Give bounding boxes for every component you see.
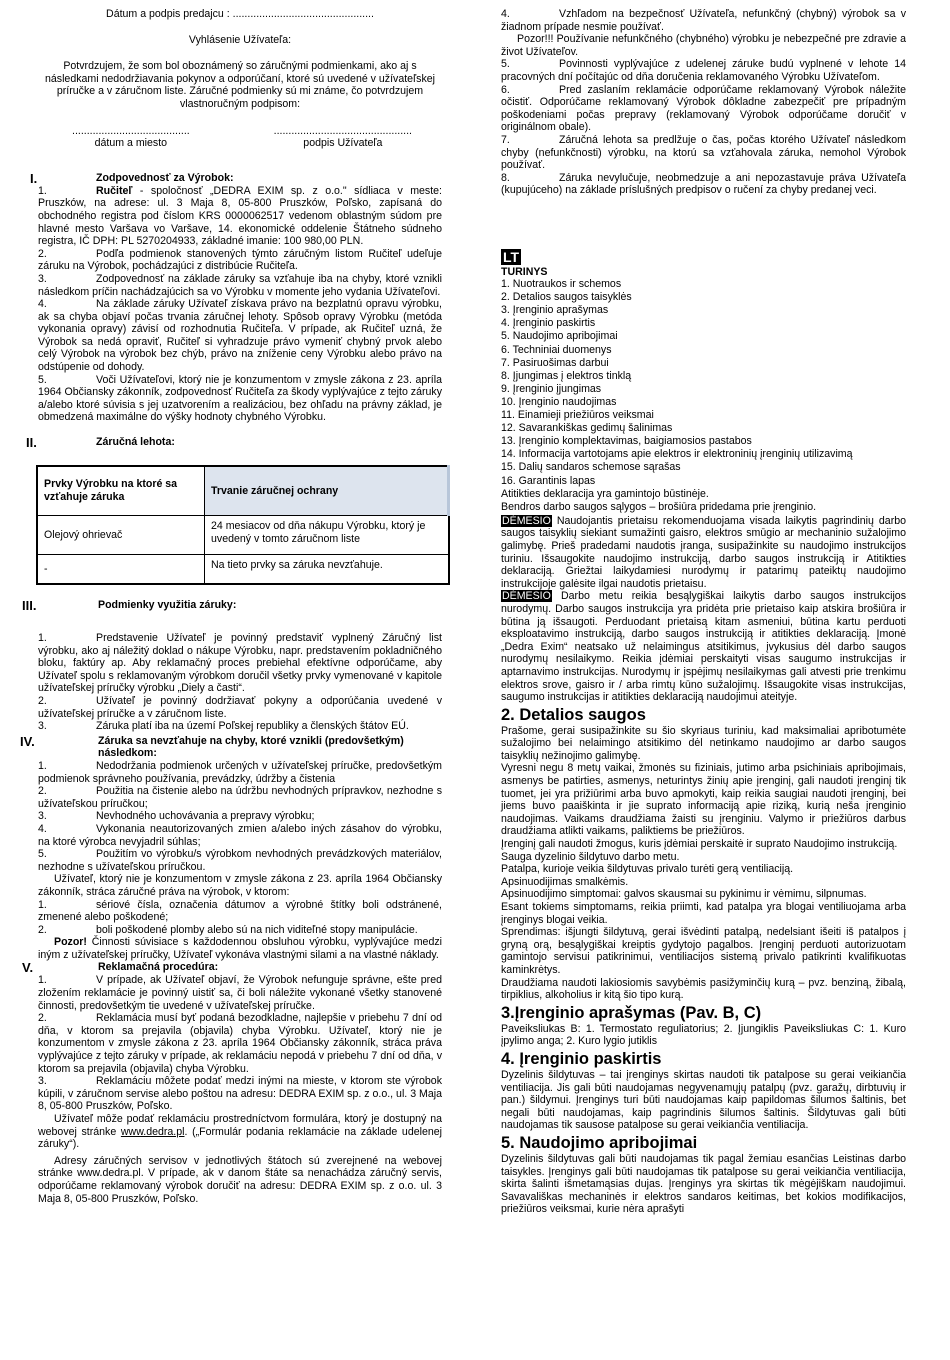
s3-item-3: 3. Záruka platí iba na území Poľskej republiky a členských štátov EÚ. bbox=[38, 720, 409, 733]
toc-item: 12. Savarankiškas gedimų šalinimas bbox=[501, 422, 673, 435]
table-of-contents bbox=[501, 278, 906, 488]
s1-item-2: 2. Podľa podmienok stanovených týmto záručným listom Ručiteľ udeľuje záruku na Výrobok, pochádzajúci z distribúcie Ručiteľa. bbox=[38, 247, 442, 273]
s1-item-4: 4. Na základe záruky Užívateľ získava právo na bezplatnú opravu výrobku, ak sa chyba objaví počas trvania záručnej lehoty. Spôsob opravy Výrobku (metóda vykonania opravy) závisí od rozhodnutia Ručiteľa. V prípade, ak Ručiteľ uzná, že Výrobok sa nedá opraviť, Ručiteľ si vyhradzuje právo vymeniť chybný prvok alebo celý Výrobok na výrobok bez chýb, právo na zníženie ceny Výrobku alebo právo na odstúpenie od dohody. bbox=[38, 298, 442, 374]
toc-title: TURINYS bbox=[501, 265, 548, 278]
heading-limitations: 5. Naudojimo apribojimai bbox=[501, 1133, 698, 1152]
safety-p7: Apsinuodijimo simptomai: galvos skausmai su pykinimu ir vėmimu, silpnumas. bbox=[501, 888, 867, 901]
safety-p2: Vyresni negu 8 metų vaikai, žmonės su fiziniais, jutimo arba psichiniais apribojimais, asmenys be patirties, asmenys, neturintys žinių apie įrenginį, gali naudoti įrenginį tik tuomet, jei yra prižiūrimi arba buvo apmokyti, kaip reikia saugiai naudoti įrenginį, bei jiems buvo paaiškinta ir jie supratо informaciją apie riziką, kurią neša įrenginio naudojimas. Vaikams draudžiama žaisti su įrenginiu. Valymo ir priežiūros darbus draudžiama atlikti vaikams, paliktiems be priežiūros. bbox=[501, 762, 906, 838]
attention-paragraph-2: DĖMESIO Darbo metu reikia besąlygiškai laikytis darbo saugos instrukcijos nurodymų. Darbo saugos instrukcija yra pridėta prie prietaiso kaip atskira brošiūra ir būtina ją išsaugoti. Perduodant prietaisą kitam asmeniui, būtina kartu perduoti eksploatavimo instrukciją, darbo saugos instrukciją ir atitikties deklaraciją. Įmonė „Dedra Exim“ neatsako už nelaimingus atsitikimus, įvykusius dėl darbo saugos nurodymų nesilaikymo. Reikia įdėmiai perskaityti visas saugumo instrukcijas ir aptarnavimo instrukcijas. Nurodymų ir įspėjimų nesilaikymas gali atvesti prie trenkimu elektros srove, gaisro ir / arba rimtų kūno sužalojimų. Išsaugokite visas instrukcijas, saugumo instrukcijas ir atitikties deklaraciją naudojimui ateityje. bbox=[501, 590, 906, 704]
s1-item-1: 1. Ručiteľ - spoločnosť „DEDRA EXIM sp. z o.o." sídliaca v meste: Pruszków, na adrese: ul. 3 Maja 8, 05-800 Pruszków, Poľsko, zapísaná do obchodného registra pod číslom KRS 0000062517 vedenom oblastným súdom pre hlavné mesto Varšava vo Varšave, 14. ekonomické oddelenie Štátneho súdneho registra, IČ DPH: PL 5270204933, základné imanie: 100 980,00 PLN. bbox=[38, 184, 442, 248]
toc-item: 5. Naudojimo apribojimai bbox=[501, 330, 618, 343]
s4-item-3: 3. Nevhodného uchovávania a prepravy výrobku; bbox=[38, 810, 315, 823]
s5-item-1: 1. V prípade, ak Užívateľ objaví, že Výrobok nefunguje správne, ešte pred zložením reklamácie je povinný uistiť sa, či boli náležite vykonané všetky stanovené činnosti, predovšetkým tie uvedené v užívateľskej príručke. bbox=[38, 974, 442, 1012]
purpose-p1: Dyzelinis šildytuvas – tai įrenginys skirtas naudoti tik patalpose su gerai veikiančia ventiliacija. Jis gali būti naudojamas negyvenamųjų patalpų (pvz. garažų, dirbtuvių ir pan.) šildymui. Įrenginys turi būti naudojamas kaip papildomas šilumos šaltinis, bet negali būti naudojamas, kaip pagrindinis šilumos šaltinis. Šildytuvas gali būti naudojamas tik sausose patalpose su gerai veikiančia ventiliacija. bbox=[501, 1068, 906, 1132]
dedra-website-link[interactable]: www.dedra.pl bbox=[120, 1125, 185, 1138]
safety-p9: Sprendimas: išjungti šildytuvą, gerai išvėdinti patalpą, nedelsiant išeiti iš patalpos į gryną orą, besąlygiškai kreiptis gydytojo pagalbos. Įrenginį perduoti autorizuotam gamintojo servisui patikrinimui, ventiliacijos sistemą privalo patikrinti kvalifikuotas kaminkrėtys. bbox=[501, 926, 906, 976]
safety-p10: Draudžiama naudoti lakiosiomis savybėmis pasižyminčių kurą – pvz. benziną, žibalą, tirpiklius, alkoholius ir kitą šio tipo kurą. bbox=[501, 976, 906, 1002]
section-2-heading bbox=[26, 435, 442, 451]
declaration-note: Atitikties deklaracija yra gamintojo būstinėje. bbox=[501, 487, 709, 500]
s1-item-5: 5. Voči Užívateľovi, ktorý nie je konzumentom v zmysle zákona z 23. apríla 1964 Občiansky zákonník, zodpovednosť Ručiteľa za škody vyplývajúce z tejto záruky a/alebo ktoré súvisia s jej uzatvorením a realizáciou, bez ohľadu na právny základ, je obmedzená maximálne do výšky hodnoty chybného Výrobku. bbox=[38, 373, 442, 424]
section-4-title: Záruka sa nevzťahuje na chyby, ktoré vznikli (predovšetkým) následkom: bbox=[98, 734, 404, 760]
s5-paragraph-form: Užívateľ môže podať reklamáciu prostredníctvom formulára, ktorý je dostupný na webovej stránke www.dedra.pl. („Formulár podania reklamácie na základe udelenej záruky“). bbox=[38, 1113, 442, 1151]
toc-item: 8. Įjungimas į elektros tinklą bbox=[501, 369, 632, 382]
right-column bbox=[501, 8, 906, 1216]
toc-item: 15. Dalių sandaros schemose sąrašas bbox=[501, 461, 681, 474]
section-5-roman: V. bbox=[22, 960, 34, 976]
s5-paragraph-services: Adresy záručných servisov v jednotlivých štátoch sú zverejnené na webovej stránke www.dedra.pl. V prípade, ak v danom štáte sa nenachádza záručný servis, odporúčame reklamovaný výrobok doručiť na adresu: DEDRA EXIM sp. z o.o. ul. 3 Maja 8, 05-800 Pruszków, Poľsko. bbox=[38, 1154, 442, 1205]
s3-item-1: 1. Predstavenie Užívateľ je povinný predstaviť vyplnený Záručný list výrobku, ako aj náležitý doklad o nákupe Výrobku, napr. predstavením pokladničného bloku, faktúry ap. Aby reklamačný proces prebiehal efektívne odporúčame, aby Užívateľ spolu s reklamovaným výrobkom doručil všetky prvky vymenované v kapitole užívateľskej príručky výrobku „Diely a časti“. bbox=[38, 632, 442, 695]
table-row: Olejový ohrievač 24 mesiacov od dňa nákupu Výrobku, ktorý je uvedený v tomto záručnom liste bbox=[37, 516, 449, 555]
r-item-7: 7. Záručná lehota sa predlžuje o čas, počas ktorého Užívateľ následkom chyby (nefunkčnosti) výrobku, na ktorú sa vzťahovala záruka, nemohol Výrobok používať. bbox=[501, 133, 906, 172]
section-2-roman: II. bbox=[26, 435, 37, 451]
s4-item-5: 5. Použitím vo výrobku/s výrobkom nevhodných prevádzkových materiálov, nezhodne s užívateľskou príručkou. bbox=[38, 848, 442, 873]
toc-item: 10. Įrenginio naudojimas bbox=[501, 395, 617, 408]
s5-item-3: 3. Reklamáciu môžete podať medzi inými na mieste, v ktorom ste výrobok kúpili, v záručnom servise alebo poštou na adresu: DEDRA EXIM sp. z o.o., ul. 3 Maja 8, 05-800 Pruszków, Poľsko. bbox=[38, 1075, 442, 1113]
safety-p8: Esant tokiems simptomams, reikia priimti, kad patalpa yra blogai ventiliuojama arba įrenginys blogai veikia. bbox=[501, 901, 906, 926]
toc-item: 4. Įrenginio paskirtis bbox=[501, 317, 596, 330]
toc-item: 1. Nuotraukos ir schemos bbox=[501, 278, 622, 291]
warranty-period-table bbox=[36, 465, 450, 585]
user-signature: ............................................... podpis Užívateľa bbox=[273, 124, 412, 150]
section-5-heading bbox=[22, 960, 442, 976]
section-1-roman: I. bbox=[30, 170, 38, 186]
section-2-title: Záručná lehota: bbox=[96, 436, 175, 449]
toc-item: 3. Įrenginio aprašymas bbox=[501, 304, 609, 317]
attention-paragraph-1: DĖMESIO Naudojantis prietaisu rekomenduojama visada laikytis pagrindinių darbo saugos taisyklių siekiant sumažinti gaisro, elektros smūgio ar mechaninio sužalojimo galimybę. Prieš pradedami naudotis įranga, susipažinkite su naudojimo instrukcijos turiniu. Išsaugokite naudojimo instrukciją, darbo saugos instrukciją ir Atitikties deklaraciją. Griežtai laikydamiesi nurodymų ir patarimų pateiktų naudojimo instrukcijoje galėsite ilgai naudotis prietaisu. bbox=[501, 514, 906, 590]
date-place-signature: ........................................ dátum a miesto bbox=[72, 124, 190, 150]
section-5-title: Reklamačná procedúra: bbox=[98, 961, 219, 974]
left-column bbox=[20, 8, 442, 1205]
table-header-elements: Prvky Výrobku na ktoré sa vzťahuje záruka bbox=[37, 466, 205, 516]
r-item-6: 6. Pred zaslaním reklamácie odporúčame reklamovaný Výrobok náležite očistiť. Odporúčame reklamovaný Výrobok dôkladne zabezpečiť pre prípadným poškodeniami počas prepravy (reklamovaný Výrobok odporúčame doručiť v originálnom obale). bbox=[501, 83, 906, 134]
safety-p5: Patalpa, kurioje veikia šildytuvas privalo turėti gerą ventiliaciją. bbox=[501, 863, 794, 876]
s4-item-2: 2. Použitia na čistenie alebo na údržbu nevhodných prípravkov, nezhodne s užívateľskou príručkou; bbox=[38, 785, 442, 810]
heading-safety: 2. Detalios saugos bbox=[501, 705, 646, 724]
r-item-5: 5. Povinnosti vyplývajúce z udelenej záruke budú vyplnené v lehote 14 pracovných dní počítajúc od dňa doručenia reklamovaného Výrobku Užívateľom. bbox=[501, 58, 906, 83]
r-item-8: 8. Záruka nevylučuje, neobmedzuje a ani nepozastavuje práva Užívateľa (kupujúceho) na základe príslušných predpisov o ručení za chyby predanej veci. bbox=[501, 171, 906, 197]
safety-p4: Sauga dyzelinio šildytuvo darbo metu. bbox=[501, 850, 680, 863]
safety-p1: Prašome, gerai susipažinkite su šio skyriaus turiniu, kad maksimaliai apribotumėte sužalojimo bei nelaimingo atsitikimo dėl netinkamo naudojimo ar darbo saugos taisyklių nežinojimo galimybę. bbox=[501, 724, 906, 762]
declaration-text: Potvrdzujem, že som bol oboznámený so záručnými podmienkami, ako aj s následkami nedodržiavania pokynov a odporúčaní, ktoré sú uvedené v užívateľskej príručke a v záručnom liste. Záručné podmienky sú mi známe, čo potvrdzujem vlastnoručným podpisom: bbox=[45, 60, 435, 110]
limitations-p1: Dyzelinis šildytuvas gali būti naudojamas tik pagal žemiau esančias Leistinas darbo taisykles. Įrenginys gali būti naudojamas tik patalpose su gerai veikiančia ventiliacija, skirta šalinti išmetamąsias dujas. Įrenginys yra skirtas tik mėgėjiškam naudojimui. Savavališkas mechaninės ir elektros sandaros keitimas, bet kokios modifikacijos, priežiūros veiksmai, kurie nėra aprašyti bbox=[501, 1152, 906, 1216]
heading-description: 3.Įrenginio aprašymas (Pav. B, C) bbox=[501, 1003, 762, 1022]
s4-item-1: 1. Nedodržania podmienok určených v užívateľskej príručke, predovšetkým podmienok správneho používania, prevádzky, údržby a čistenia bbox=[38, 759, 442, 785]
table-header-row bbox=[37, 466, 449, 516]
s4-item-4: 4. Vykonania neautorizovaných zmien a/alebo iných zásahov do výrobku, na ktoré výrobca nevyjadril súhlas; bbox=[38, 822, 442, 848]
description-p1: Paveiksliukas B: 1. Termostato reguliatorius; 2. Įjungiklis Paveiksliukas C: 1. Kuro įpylimo anga; 2. Kuro lygio jutiklis bbox=[501, 1022, 906, 1048]
section-4-heading bbox=[20, 733, 442, 760]
toc-item: 7. Pasiruošimas darbui bbox=[501, 356, 609, 369]
s4-subitem-1: 1. sériové čísla, označenia dátumov a výrobné štítky boli odstránené, zmenené alebo poškodené; bbox=[38, 898, 442, 924]
toc-item: 9. Įrenginio įjungimas bbox=[501, 382, 602, 395]
toc-item: 13. Įrenginio komplektavimas, baigiamosios pastabos bbox=[501, 435, 752, 448]
attention-badge: DĖMESIO bbox=[502, 590, 551, 603]
s4-paragraph: Užívateľ, ktorý nie je konzumentom v zmysle zákona z 23. apríla 1964 Občiansky zákonník, stráca záručné práva na výrobok, v ktorom: bbox=[38, 873, 442, 898]
table-row: - Na tieto prvky sa záruka nevzťahuje. bbox=[37, 555, 449, 585]
r-item-4-warning: Pozor!!! Používanie nefunkčného (chybného) výrobku je nebezpečné pre zdravie a život Užívateľov. bbox=[501, 33, 906, 58]
section-3-title: Podmienky využitia záruky: bbox=[98, 599, 237, 612]
toc-item: 11. Einamieji priežiūros veiksmai bbox=[501, 409, 654, 422]
toc-item: 14. Informacija vartotojams apie elektros ir elektroninių įrenginių utilizavimą bbox=[501, 448, 853, 461]
toc-item: 16. Garantinis lapas bbox=[501, 474, 596, 487]
toc-item: 6. Techniniai duomenys bbox=[501, 343, 612, 356]
table-header-duration: Trvanie záručnej ochrany bbox=[205, 466, 449, 516]
signature-row bbox=[38, 125, 442, 150]
section-3-roman: III. bbox=[22, 598, 37, 614]
toc-item: 2. Detalios saugos taisyklės bbox=[501, 291, 632, 304]
s1-item-3: 3. Zodpovednosť na základe záruky sa vzťahuje iba na chyby, ktoré vznikli následkom príčin nachádzajúcich sa vo Výrobku v momente jeho vydania Užívateľovi. bbox=[38, 272, 442, 298]
s4-subitem-2: 2. boli poškodené plomby alebo sú na nich viditeľné stopy manipulácie. bbox=[38, 923, 418, 936]
safety-brochure-note: Bendros darbo saugos sąlygos – brošiūra pridedama prie įrenginio. bbox=[501, 501, 817, 514]
s5-item-2: 2. Reklamácia musí byť podaná bezodkladne, najlepšie v priebehu 7 dní od dňa, v ktorom sa prejavila (objavila) chyba Výrobku. Užívateľ, ktorý nie je konzumentom v zmysle zákona z 23. apríla 1964 Občiansky zákonník, stráca práva vyplývajúce z tejto záruky v prípade, ak reklamáciu nepodá v priebehu 7 dní od dňa, v ktorom sa prejavila (objavila) chyba Výrobku. bbox=[38, 1012, 442, 1075]
section-1-heading bbox=[30, 170, 442, 186]
r-item-4: 4. Vzhľadom na bezpečnosť Užívateľa, nefunkčný (chybný) výrobok sa v žiadnom prípade nesmie používať. bbox=[501, 8, 906, 33]
heading-purpose: 4. Įrenginio paskirtis bbox=[501, 1049, 662, 1068]
lt-language-badge: LT bbox=[503, 248, 520, 265]
section-4-roman: IV. bbox=[20, 733, 35, 749]
safety-p6: Apsinuodijimas smalkėmis. bbox=[501, 875, 629, 888]
declaration-title: Vyhlásenie Užívateľa: bbox=[188, 33, 292, 46]
attention-badge: DĖMESIO bbox=[502, 514, 551, 527]
section-3-heading bbox=[22, 598, 442, 614]
seller-signature-line: Dátum a podpis predajcu : ................................................ bbox=[106, 8, 374, 20]
safety-p3: Įrenginį gali naudoti žmogus, kuris įdėmiai perskaitė ir suprato Naudojimo instrukciją. bbox=[501, 838, 898, 851]
section-1-title: Zodpovednosť za Výrobok: bbox=[96, 171, 234, 184]
s3-item-2: 2. Užívateľ je povinný dodržiavať pokyny a odporúčania uvedené v užívateľskej príručke a v záručnom liste. bbox=[38, 695, 442, 720]
s4-warning: Pozor! Činnosti súvisiace s každodennou obsluhou výrobku, vyplývajúce medzi iným z užívateľskej príručky, Užívateľ vykonáva vlastnými silami a na vlastné náklady. bbox=[38, 936, 442, 961]
